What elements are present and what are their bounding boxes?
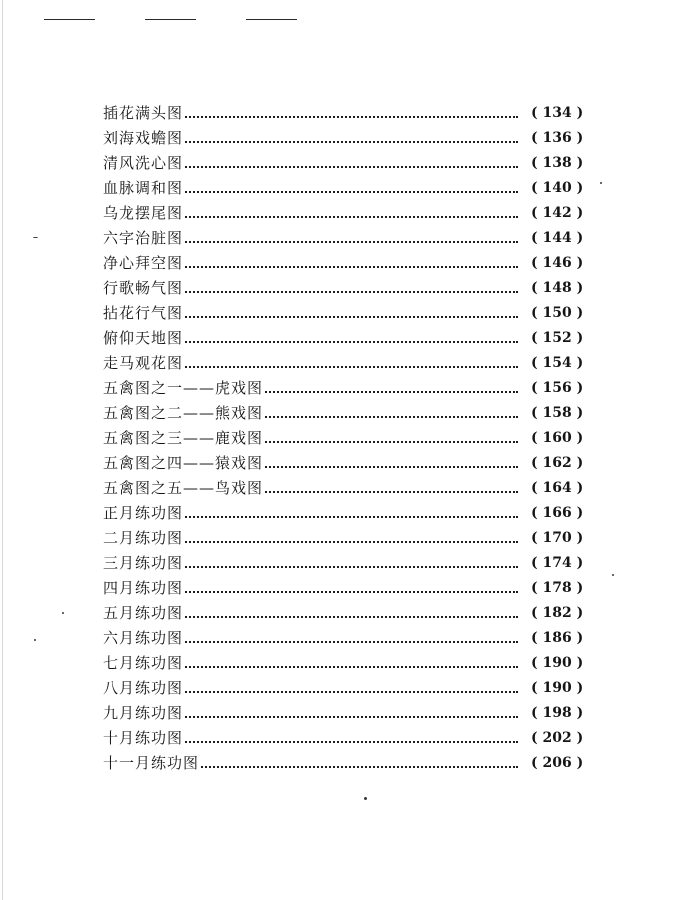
- toc-entry: [0, 326, 696, 351]
- toc-entry-page: ( 182 ): [531, 601, 583, 626]
- toc-entry-title: 五禽图之一——虎戏图: [103, 376, 264, 401]
- toc-entry-title: 三月练功图: [103, 551, 184, 576]
- dot-leader: [178, 266, 518, 268]
- toc-entry-title: 五月练功图: [103, 601, 184, 626]
- toc-entry-title: 七月练功图: [103, 651, 184, 676]
- toc-entry: [0, 651, 696, 676]
- toc-entry-title: 正月练功图: [103, 501, 184, 526]
- header-rule-line: [246, 19, 297, 20]
- toc-entry: [0, 701, 696, 726]
- toc-entry-page: ( 138 ): [531, 151, 583, 176]
- toc-entry-title: 六字治脏图: [103, 226, 184, 251]
- toc-entry-title: 乌龙摆尾图: [103, 201, 184, 226]
- dot-leader: [178, 691, 518, 693]
- toc-entry: [0, 451, 696, 476]
- dot-leader: [178, 216, 518, 218]
- toc-entry-title: 十一月练功图: [103, 751, 200, 776]
- toc-entry-title: 插花满头图: [103, 101, 184, 126]
- scan-speck: [600, 182, 602, 184]
- toc-entry: [0, 101, 696, 126]
- toc-entry: [0, 401, 696, 426]
- dot-leader: [178, 766, 518, 768]
- toc-entry: [0, 201, 696, 226]
- dot-leader: [178, 591, 518, 593]
- toc-entry-page: ( 170 ): [531, 526, 583, 551]
- toc-entry-page: ( 190 ): [531, 676, 583, 701]
- toc-entry-page: ( 150 ): [531, 301, 583, 326]
- toc-entry: [0, 151, 696, 176]
- toc-entry-title: 净心拜空图: [103, 251, 184, 276]
- toc-entry-title: 清风洗心图: [103, 151, 184, 176]
- toc-entry: [0, 676, 696, 701]
- dot-leader: [178, 616, 518, 618]
- toc-entry-title: 八月练功图: [103, 676, 184, 701]
- toc-entry-page: ( 164 ): [531, 476, 583, 501]
- dot-leader: [178, 241, 518, 243]
- toc-entry: [0, 226, 696, 251]
- scan-speck: [612, 574, 614, 576]
- scan-speck: [34, 639, 36, 641]
- toc-entry-page: ( 136 ): [531, 126, 583, 151]
- header-rule-line: [145, 19, 196, 20]
- toc-entry: [0, 501, 696, 526]
- header-rule-line: [44, 19, 95, 20]
- toc-entry-page: ( 156 ): [531, 376, 583, 401]
- toc-entry-title: 俯仰天地图: [103, 326, 184, 351]
- toc-entry: [0, 176, 696, 201]
- toc-entry-page: ( 190 ): [531, 651, 583, 676]
- dot-leader: [178, 716, 518, 718]
- dot-leader: [178, 291, 518, 293]
- toc-entry-page: ( 174 ): [531, 551, 583, 576]
- toc-entry-title: 四月练功图: [103, 576, 184, 601]
- toc-entry: [0, 526, 696, 551]
- toc-entry-page: ( 186 ): [531, 626, 583, 651]
- toc-entry-title: 血脉调和图: [103, 176, 184, 201]
- scan-speck: [62, 612, 64, 614]
- toc-entry-page: ( 206 ): [531, 751, 583, 776]
- toc-entry: [0, 301, 696, 326]
- toc-entry-title: 刘海戏蟾图: [103, 126, 184, 151]
- dot-leader: [178, 666, 518, 668]
- dot-leader: [178, 341, 518, 343]
- toc-entry-page: ( 158 ): [531, 401, 583, 426]
- toc-entry-title: 二月练功图: [103, 526, 184, 551]
- toc-entry-page: ( 178 ): [531, 576, 583, 601]
- toc-entry-title: 六月练功图: [103, 626, 184, 651]
- toc-entry: [0, 426, 696, 451]
- dot-leader: [178, 141, 518, 143]
- toc-entry: [0, 626, 696, 651]
- toc-entry: [0, 751, 696, 776]
- toc-entry: [0, 251, 696, 276]
- toc-entry: [0, 601, 696, 626]
- toc-entry-title: 九月练功图: [103, 701, 184, 726]
- toc-entry-title: 拈花行气图: [103, 301, 184, 326]
- toc-entry-title: 五禽图之三——鹿戏图: [103, 426, 264, 451]
- dot-leader: [178, 116, 518, 118]
- toc-entry: [0, 476, 696, 501]
- toc-entry-page: ( 140 ): [531, 176, 583, 201]
- toc-entry-page: ( 148 ): [531, 276, 583, 301]
- toc-entry-page: ( 162 ): [531, 451, 583, 476]
- toc-entry: [0, 551, 696, 576]
- toc-entry: [0, 126, 696, 151]
- toc-entry: [0, 576, 696, 601]
- dot-leader: [178, 541, 518, 543]
- toc-entry: [0, 276, 696, 301]
- toc-entry-page: ( 144 ): [531, 226, 583, 251]
- toc-entry: [0, 351, 696, 376]
- toc-entry-title: 五禽图之四——猿戏图: [103, 451, 264, 476]
- dot-leader: [178, 516, 518, 518]
- toc-entry-title: 十月练功图: [103, 726, 184, 751]
- toc-entry-title: 行歌畅气图: [103, 276, 184, 301]
- dot-leader: [178, 641, 518, 643]
- toc-entry-page: ( 142 ): [531, 201, 583, 226]
- toc-entry-page: ( 152 ): [531, 326, 583, 351]
- toc-entry-page: ( 198 ): [531, 701, 583, 726]
- dot-leader: [178, 566, 518, 568]
- toc-entry-title: 五禽图之五——鸟戏图: [103, 476, 264, 501]
- toc-entry-title: 五禽图之二——熊戏图: [103, 401, 264, 426]
- toc-entry-page: ( 160 ): [531, 426, 583, 451]
- dot-leader: [178, 741, 518, 743]
- dot-leader: [178, 366, 518, 368]
- dot-leader: [178, 166, 518, 168]
- toc-entry-page: ( 134 ): [531, 101, 583, 126]
- toc-entry-page: ( 202 ): [531, 726, 583, 751]
- toc-entry-title: 走马观花图: [103, 351, 184, 376]
- dot-leader: [178, 316, 518, 318]
- toc-entry-page: ( 166 ): [531, 501, 583, 526]
- toc-entry: [0, 376, 696, 401]
- scan-speck: [364, 797, 367, 800]
- scan-speck: [33, 237, 38, 238]
- toc-entry-page: ( 154 ): [531, 351, 583, 376]
- dot-leader: [178, 191, 518, 193]
- table-of-contents: [0, 101, 696, 776]
- toc-entry-page: ( 146 ): [531, 251, 583, 276]
- toc-entry: [0, 726, 696, 751]
